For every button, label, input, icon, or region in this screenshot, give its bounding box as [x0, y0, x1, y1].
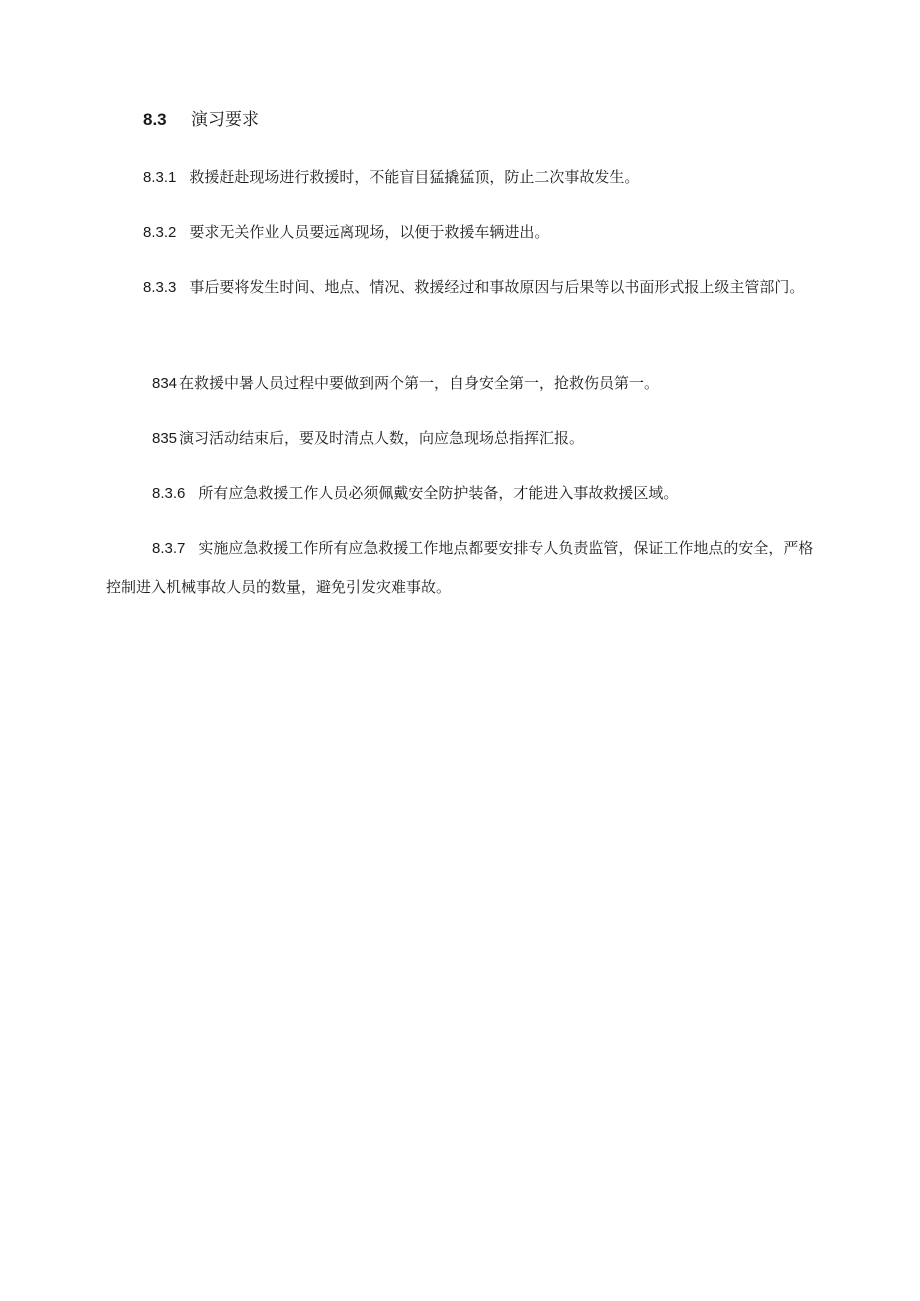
item-text: 演习活动结束后，要及时清点人数，向应急现场总指挥汇报。 — [179, 429, 585, 447]
section-heading — [143, 108, 259, 132]
requirement-item-835 — [115, 419, 826, 458]
requirement-item-834 — [115, 364, 826, 403]
item-text: 要求无关作业人员要远离现场，以便于救援车辆进出。 — [189, 223, 550, 241]
item-text: 事后要将发生时间、地点、情况、救援经过和事故原因与后果等以书面形式报上级主管部门。 — [189, 278, 805, 296]
requirement-item-8-3-7 — [106, 529, 826, 606]
item-number: 8.3.1 — [143, 169, 177, 186]
requirement-item-8-3-1 — [106, 158, 826, 197]
requirement-item-8-3-2 — [106, 213, 826, 252]
item-text: 在救援中暑人员过程中要做到两个第一，自身安全第一，抢救伤员第一。 — [179, 374, 660, 392]
item-number: 834 — [152, 375, 178, 392]
item-number: 8.3.6 — [152, 485, 186, 502]
item-number: 835 — [152, 430, 178, 447]
item-number: 8.3.2 — [143, 224, 177, 241]
requirement-item-8-3-3 — [106, 268, 826, 307]
item-text: 救援赶赴现场进行救援时，不能盲目猛撬猛顶，防止二次事故发生。 — [189, 168, 640, 186]
section-title: 演习要求 — [191, 110, 259, 130]
item-text: 实施应急救援工作所有应急救援工作地点都要安排专人负责监管，保证工作地点的安全，严格控制进入机械事故人员的数量，避免引发灾难事故。 — [106, 539, 814, 596]
item-number: 8.3.7 — [152, 540, 186, 557]
section-number: 8.3 — [143, 110, 167, 129]
item-text: 所有应急救援工作人员必须佩戴安全防护装备，才能进入事故救援区域。 — [198, 484, 679, 502]
item-number: 8.3.3 — [143, 279, 177, 296]
requirement-item-8-3-6 — [114, 474, 826, 513]
